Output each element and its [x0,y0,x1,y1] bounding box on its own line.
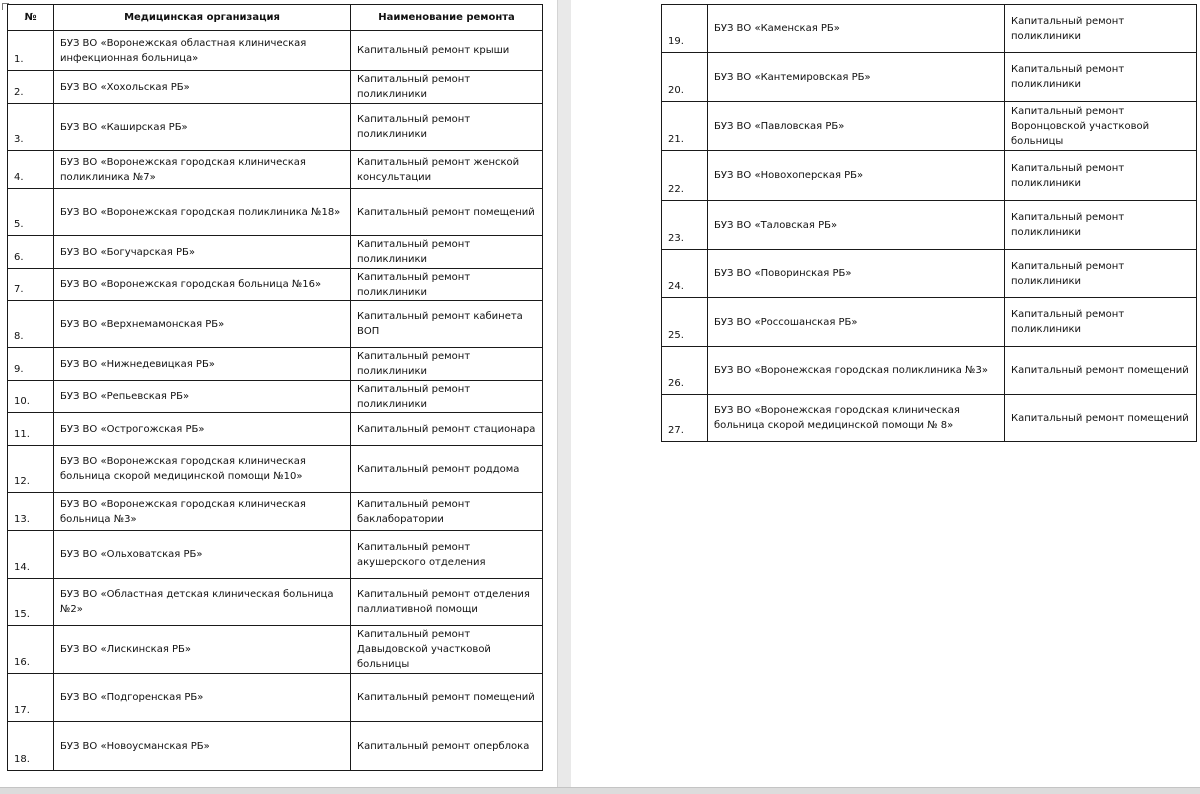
repair-cell: Капитальный ремонт акушерского отделения [351,531,543,579]
repair-cell: Капитальный ремонт поликлиники [351,269,543,301]
repair-cell: Капитальный ремонт Воронцовской участковой больницы [1005,102,1197,151]
table-row [8,579,543,626]
organization-cell: БУЗ ВО «Воронежская городская клиническая поликлиника №7» [54,151,351,189]
table-row [662,201,1197,250]
table-row [8,301,543,348]
table-row [662,102,1197,151]
table-row [8,626,543,674]
organization-cell: БУЗ ВО «Острогожская РБ» [54,413,351,446]
row-number: 6. [8,236,54,269]
organization-cell: БУЗ ВО «Воронежская областная клиническая инфекционная больница» [54,31,351,71]
table-row [8,413,543,446]
organization-cell: БУЗ ВО «Каширская РБ» [54,104,351,151]
repair-cell: Капитальный ремонт стационара [351,413,543,446]
repair-cell: Капитальный ремонт крыши [351,31,543,71]
table-row [8,381,543,413]
row-number: 27. [662,395,708,442]
row-number: 18. [8,722,54,771]
repair-cell: Капитальный ремонт поликлиники [351,71,543,104]
organization-cell: БУЗ ВО «Кантемировская РБ» [708,53,1005,102]
organization-cell: БУЗ ВО «Подгоренская РБ» [54,674,351,722]
table-row [8,493,543,531]
repair-cell: Капитальный ремонт поликлиники [1005,5,1197,53]
row-number: 20. [662,53,708,102]
table-body-right [662,5,1197,442]
organization-cell: БУЗ ВО «Хохольская РБ» [54,71,351,104]
row-number: 24. [662,250,708,298]
document-page-left [0,0,557,787]
row-number: 7. [8,269,54,301]
organization-cell: БУЗ ВО «Воронежская городская клиническая больница №3» [54,493,351,531]
organization-cell: БУЗ ВО «Репьевская РБ» [54,381,351,413]
organization-cell: БУЗ ВО «Павловская РБ» [708,102,1005,151]
organization-cell: БУЗ ВО «Таловская РБ» [708,201,1005,250]
organization-cell: БУЗ ВО «Ольховатская РБ» [54,531,351,579]
repair-cell: Капитальный ремонт поликлиники [351,236,543,269]
row-number: 1. [8,31,54,71]
repair-cell: Капитальный ремонт поликлиники [1005,151,1197,201]
table-row [8,531,543,579]
repair-cell: Капитальный ремонт поликлиники [351,348,543,381]
header-number: № [8,5,54,31]
organization-cell: БУЗ ВО «Воронежская городская поликлиника №3» [708,347,1005,395]
organization-cell: БУЗ ВО «Лискинская РБ» [54,626,351,674]
table-row [8,348,543,381]
table-body-left [8,31,543,771]
row-number: 21. [662,102,708,151]
organization-cell: БУЗ ВО «Верхнемамонская РБ» [54,301,351,348]
table-row [8,446,543,493]
page-gutter [557,0,572,787]
table-row [8,189,543,236]
row-number: 25. [662,298,708,347]
repair-cell: Капитальный ремонт оперблока [351,722,543,771]
repair-cell: Капитальный ремонт помещений [351,674,543,722]
repair-cell: Капитальный ремонт Давыдовской участковой больницы [351,626,543,674]
row-number: 4. [8,151,54,189]
row-number: 16. [8,626,54,674]
organization-cell: БУЗ ВО «Воронежская городская поликлиника №18» [54,189,351,236]
organization-cell: БУЗ ВО «Воронежская городская клиническая больница скорой медицинской помощи № 8» [708,395,1005,442]
table-row [662,5,1197,53]
organization-cell: БУЗ ВО «Воронежская городская больница №16» [54,269,351,301]
organization-cell: БУЗ ВО «Новоусманская РБ» [54,722,351,771]
row-number: 15. [8,579,54,626]
table-row [8,236,543,269]
repair-cell: Капитальный ремонт женской консультации [351,151,543,189]
header-repair: Наименование ремонта [351,5,543,31]
row-number: 19. [662,5,708,53]
repair-cell: Капитальный ремонт отделения паллиативной помощи [351,579,543,626]
organization-cell: БУЗ ВО «Поворинская РБ» [708,250,1005,298]
row-number: 5. [8,189,54,236]
organization-cell: БУЗ ВО «Богучарская РБ» [54,236,351,269]
repair-cell: Капитальный ремонт поликлиники [1005,298,1197,347]
table-row [662,151,1197,201]
row-number: 17. [8,674,54,722]
table-row [8,722,543,771]
repair-cell: Капитальный ремонт поликлиники [1005,53,1197,102]
repair-cell: Капитальный ремонт помещений [1005,395,1197,442]
row-number: 22. [662,151,708,201]
row-number: 13. [8,493,54,531]
repair-cell: Капитальный ремонт помещений [351,189,543,236]
row-number: 12. [8,446,54,493]
table-row [662,250,1197,298]
repair-cell: Капитальный ремонт поликлиники [1005,201,1197,250]
row-number: 11. [8,413,54,446]
organization-cell: БУЗ ВО «Новохоперская РБ» [708,151,1005,201]
organization-cell: БУЗ ВО «Воронежская городская клиническая больница скорой медицинской помощи №10» [54,446,351,493]
repair-cell: Капитальный ремонт роддома [351,446,543,493]
table-header-row [8,5,543,31]
header-organization: Медицинская организация [54,5,351,31]
repair-cell: Капитальный ремонт поликлиники [351,381,543,413]
table-row [8,31,543,71]
organization-cell: БУЗ ВО «Каменская РБ» [708,5,1005,53]
table-row [8,674,543,722]
table-row [662,53,1197,102]
organization-cell: БУЗ ВО «Россошанская РБ» [708,298,1005,347]
table-row [8,151,543,189]
row-number: 26. [662,347,708,395]
repairs-table-right [661,4,1197,442]
row-number: 2. [8,71,54,104]
row-number: 10. [8,381,54,413]
table-row [662,298,1197,347]
row-number: 9. [8,348,54,381]
row-number: 23. [662,201,708,250]
row-number: 14. [8,531,54,579]
organization-cell: БУЗ ВО «Областная детская клиническая больница №2» [54,579,351,626]
repair-cell: Капитальный ремонт баклаборатории [351,493,543,531]
table-row [662,347,1197,395]
row-number: 3. [8,104,54,151]
row-number: 8. [8,301,54,348]
table-row [662,395,1197,442]
repair-cell: Капитальный ремонт кабинета ВОП [351,301,543,348]
repairs-table-left [7,4,543,771]
repair-cell: Капитальный ремонт поликлиники [1005,250,1197,298]
repair-cell: Капитальный ремонт поликлиники [351,104,543,151]
table-row [8,269,543,301]
table-row [8,104,543,151]
repair-cell: Капитальный ремонт помещений [1005,347,1197,395]
table-row [8,71,543,104]
organization-cell: БУЗ ВО «Нижнедевицкая РБ» [54,348,351,381]
